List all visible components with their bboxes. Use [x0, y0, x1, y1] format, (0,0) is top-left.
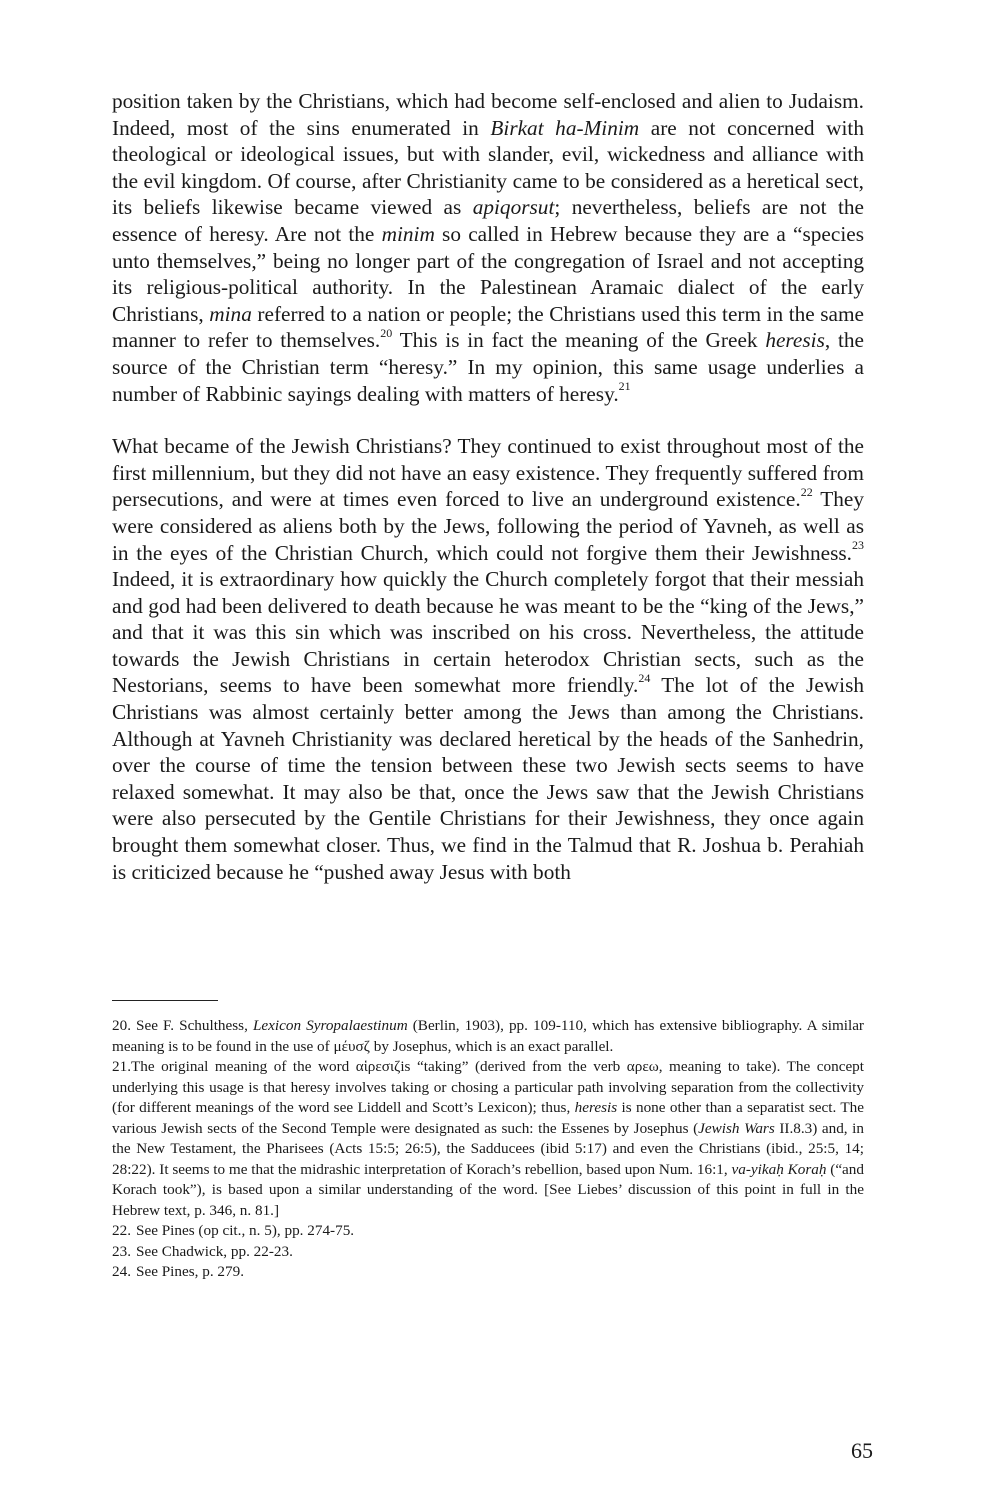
paragraph-2: What became of the Jewish Christians? They continued to exist throughout most of the first millennium, but they did not have an easy existence. They frequently suffered from persecutions, and were at times even forced to live an underground existence.$^{22}$ They were considered as aliens both by the Jews, following the period of Yavneh, as well as in the eyes of the Christian Church, which could not forgive them their Jewishness.$^{23}$ Indeed, it is extraordinary how quickly the Church completely forgot that their messiah and god had been delivered to death because he was meant to be the “king of the Jews,” and that it was this sin which was inscribed on his cross. Nevertheless, the attitude towards the Jewish Christians in certain heterodox Christian sects, such as the Nestorians, seems to have been somewhat more friendly.$^{24}$ The lot of the Jewish Christians was almost certainly better among the Jews than among the Christians. Although at Yavneh Christianity was declared heretical by the heads of the Sanhedrin, over the course of time the tension between these two Jewish sects seems to have relaxed somewhat. It may also be that, once the Jews saw that the Jewish Christians were also persecuted by the Gentile Christians for their Jewishness, they once again brought them somewhat closer. Thus, we find in the Talmud that R. Joshua b. Perahiah is criticized because he “pushed away Jesus with both — [112, 434, 864, 884]
footnote-23: 23. See Chadwick, pp. 22-23. — [112, 1242, 293, 1260]
footnote-22: 22. See Pines (op cit., n. 5), pp. 274-75. — [112, 1222, 355, 1239]
page-number: 65 — [851, 1438, 873, 1463]
term-birkat-ha-minim: Birkat ha-Minim — [490, 115, 640, 140]
greek-word: μέυσζ — [333, 1037, 370, 1055]
footnote-divider — [112, 1000, 218, 1001]
term-minim: minim — [381, 221, 435, 246]
paragraph-1: position taken by the Christians, which had become self-enclosed and alien to Judaism. Indeed, most of the sins enumerated in Birkat ha-Minim are not concerned with theological or ideological issues, but with slander, evil, wickedness and alliance with the evil kingdom. Of course, after Christianity came to be considered as a heretical sect, its beliefs likewise became viewed as apiqorsut; nevertheless, beliefs are not the essence of heresy. Are not the minim so called in Hebrew because they are a “species unto themselves,” being no longer part of the congregation of Israel and not accepting its religious-political authority. In the Palestinean Aramaic dialect of the early Christians, mina referred to a nation or people; the Christians used this term in the same manner to refer to themselves.$^{20}$ This is in fact the meaning of the Greek heresis, the source of the Christian term “heresy.” In my opinion, this same usage underlies a number of Rabbinic sayings dealing with matters of heresy.$^{21}$ — [112, 89, 865, 406]
term-mina: mina — [209, 301, 252, 326]
footnote-20: 20. See F. Schulthess, Lexicon Syropalaestinum (Berlin, 1903), pp. 109-110, which has extensive bibliography. A similar meaning is to be found in the use of μέυσζ by Josephus, which is an exact parallel. — [112, 1017, 864, 1055]
footnote-24: 24. See Pines, p. 279. — [112, 1263, 244, 1280]
greek-word: αἱρεσιζ — [355, 1058, 401, 1075]
main-text — [112, 88, 864, 885]
term-apiqorsut: apiqorsut — [472, 195, 555, 220]
footnote-ref-22[interactable]: 22 — [800, 485, 813, 500]
term-heresis: heresis — [765, 328, 825, 353]
greek-word: αρεω — [626, 1058, 659, 1075]
footnote-ref-20[interactable]: 20 — [380, 326, 393, 341]
footnote-ref-24[interactable]: 24 — [638, 671, 651, 686]
footnote-ref-23[interactable]: 23 — [852, 538, 864, 553]
footnote-ref-21[interactable]: 21 — [618, 379, 631, 394]
footnote-21: 21.The original meaning of the word αἱρεσιζis “taking” (derived from the verb αρεω, meaning to take). The concept underlying this usage is that heresy involves taking or chosing a particular path involving separation from the collectivity (for different meanings of the word see Liddell and Scott’s Lexicon); thus, heresis is none other than a separatist sect. The various Jewish sects of the Second Temple were designated as such: the Essenes by Josephus (Jewish Wars II.8.3) and, in the New Testament, the Pharisees (Acts 15:5; 26:5), the Sadducees (ibid 5:17) and even the Christians (ibid., 25:5, 14; 28:22). It seems to me that the midrashic interpretation of Korach’s rebellion, based upon Num. 16:1, va-yikaḥ Koraḥ (“and Korach took”), is based upon a similar understanding of the word. [See Liebes’ discussion of this point in full in the Hebrew text, p. 346, n. 81.] — [112, 1058, 864, 1219]
footnotes — [112, 1016, 864, 1283]
